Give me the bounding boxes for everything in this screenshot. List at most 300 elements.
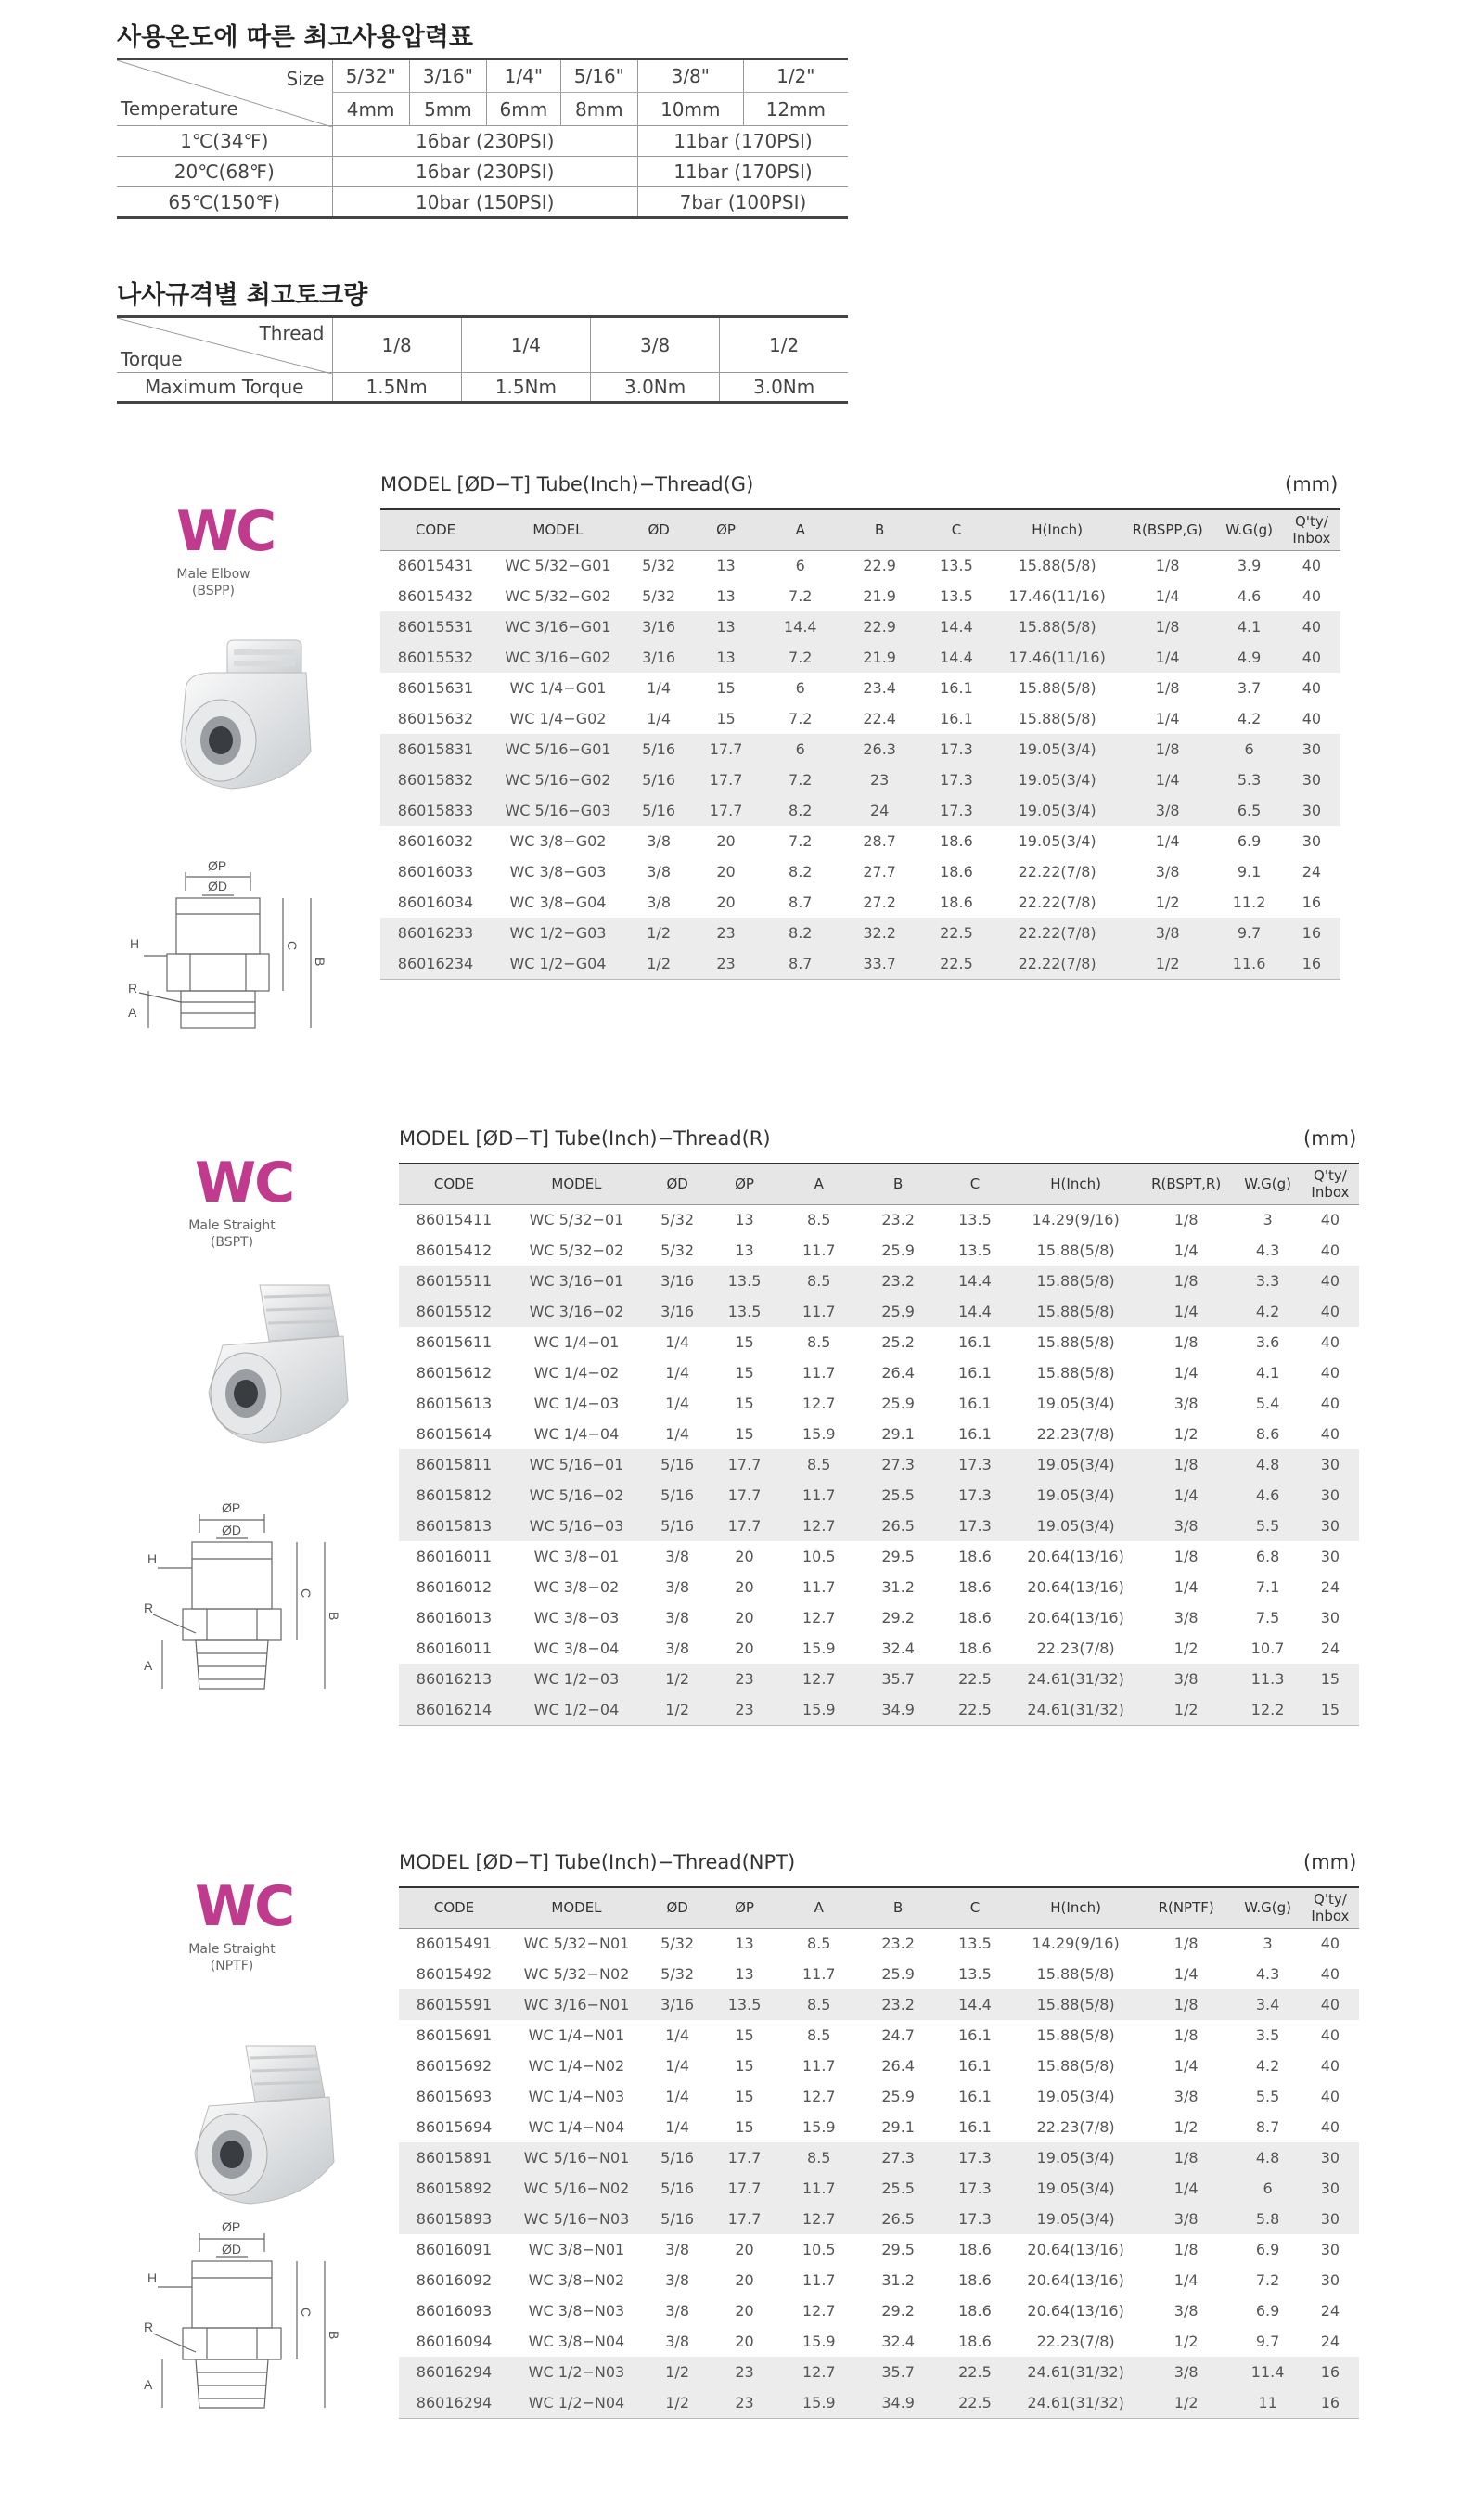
table-row [380, 918, 1340, 948]
table-cell: 24 [1320, 1639, 1340, 1657]
table-cell: 86015832 [380, 765, 491, 795]
table-cell: 12.7 [802, 2088, 836, 2105]
table-cell: 17.7 [692, 734, 759, 765]
table-cell: 86016011 [416, 1548, 493, 1565]
svg-text:C: C [299, 1588, 314, 1599]
table-cell: 18.6 [940, 863, 973, 881]
table-cell: 86016294 [399, 2387, 509, 2418]
table-row [399, 1327, 1359, 1357]
column-header: ØD [625, 509, 692, 550]
table-cell: 40 [1283, 611, 1340, 642]
table-cell: 86015431 [397, 557, 474, 575]
table-cell: 15.9 [802, 1425, 836, 1443]
table-cell: 8.5 [778, 1989, 860, 2020]
table-cell: 26.4 [881, 1364, 915, 1382]
table-cell: 8.5 [778, 2142, 860, 2173]
table-cell: 3/8 [665, 2241, 689, 2258]
pressure-row [117, 187, 848, 218]
table-cell: 6 [795, 557, 805, 575]
table-row [380, 826, 1340, 856]
table-cell: 86015893 [399, 2204, 509, 2234]
table-cell: 1/4 [647, 679, 671, 697]
table-cell: 7.2 [1255, 2271, 1280, 2289]
table-cell: WC 3/8−04 [533, 1639, 620, 1657]
table-cell: 1/8 [1173, 1211, 1199, 1229]
table-cell: 18.6 [940, 832, 973, 850]
table-cell: 1/4 [1155, 710, 1180, 727]
table-cell: 40 [1302, 587, 1322, 605]
table-cell: 19.05(3/4) [994, 734, 1120, 765]
table-cell: 7.2 [789, 587, 813, 605]
table-cell: 3/8 [1173, 2302, 1199, 2320]
table-cell: 11.7 [778, 2173, 860, 2204]
table-cell: 18.6 [958, 1639, 992, 1657]
size-mm: 12mm [743, 93, 848, 126]
table-cell: 3/8 [665, 1639, 689, 1657]
table-cell: 16.1 [958, 1395, 992, 1412]
table-cell: 3/8 [1173, 1395, 1199, 1412]
table-cell: 22.22(7/8) [994, 918, 1120, 948]
table-cell: 29.2 [881, 1609, 915, 1626]
thread-standard: (NPTF) [210, 1959, 254, 1974]
table-cell: 16.1 [958, 1425, 992, 1443]
column-header: R(BSPP,G) [1120, 509, 1216, 550]
torque-table-title: 나사규격별 최고토크량 [117, 281, 368, 310]
table-cell: 1/8 [1138, 1449, 1235, 1480]
table-row [399, 2357, 1359, 2387]
table-cell: 40 [1320, 1364, 1340, 1382]
torque-value: 1.5Nm [332, 373, 461, 403]
table-cell: 23 [711, 2357, 777, 2387]
column-header: R(NPTF) [1138, 1887, 1235, 1928]
table-cell: 5.4 [1255, 1395, 1280, 1412]
table-cell: WC 5/32−G01 [505, 557, 611, 575]
column-header: ØD [644, 1887, 711, 1928]
pressure-row [117, 157, 848, 187]
table-cell: 40 [1320, 1965, 1340, 1983]
table-cell: WC 5/32−N01 [523, 1935, 630, 1953]
table-cell: 22.5 [918, 948, 995, 979]
table-cell: 8.5 [807, 2026, 831, 2044]
table-cell: 40 [1302, 710, 1322, 727]
table-cell: WC 3/8−N03 [528, 2302, 625, 2320]
pressure-value: 11bar (170PSI) [637, 157, 848, 187]
table-cell: 22.23(7/8) [1036, 1425, 1115, 1443]
table-cell: 13 [735, 1211, 754, 1229]
table-cell: 3/16 [644, 1266, 711, 1296]
table-cell: 29.5 [881, 2241, 915, 2258]
table-cell: 15 [735, 2088, 754, 2105]
svg-text:C: C [285, 941, 300, 951]
dimension-drawing [102, 844, 343, 1052]
brand-logo: WC [195, 1151, 294, 1215]
table-row [380, 642, 1340, 673]
table-cell: 86015614 [416, 1425, 493, 1443]
table-cell: 16.1 [958, 1333, 992, 1351]
max-torque-label: Maximum Torque [144, 376, 304, 398]
table-cell: 22.5 [937, 2357, 1014, 2387]
table-cell: 7.2 [760, 642, 841, 673]
table-cell: 11.6 [1215, 948, 1282, 979]
table-cell: 20.64(13/16) [1027, 1609, 1124, 1626]
table-cell: 23 [711, 1664, 777, 1694]
table-cell: 15 [735, 1364, 754, 1382]
table-cell: 1/8 [1155, 557, 1180, 575]
table-cell: 15.9 [802, 1639, 836, 1657]
table-cell: 19.05(3/4) [1013, 2204, 1138, 2234]
table-cell: 86016234 [380, 948, 491, 979]
table-cell: 3 [1263, 1211, 1273, 1229]
table-cell: 7.2 [789, 832, 813, 850]
qty-line2: Inbox [1311, 1908, 1350, 1925]
table-cell: 86015612 [416, 1364, 493, 1382]
spec-table [399, 1886, 1359, 2419]
table-cell: 86015591 [399, 1989, 509, 2020]
table-cell: 12.7 [778, 2357, 860, 2387]
table-cell: 4.3 [1255, 1241, 1280, 1259]
table-cell: 24 [1320, 2302, 1340, 2320]
pressure-row [117, 126, 848, 157]
table-cell: 86015892 [399, 2173, 509, 2204]
table-cell: 6 [1215, 734, 1282, 765]
size-mm: 8mm [560, 93, 637, 126]
table-cell: 1/2 [1138, 1694, 1235, 1725]
table-cell: 19.05(3/4) [994, 795, 1120, 826]
spec-table-title: MODEL [ØD−T] Tube(Inch)−Thread(G) [380, 473, 754, 495]
table-cell: 30 [1320, 1609, 1340, 1626]
table-cell: 30 [1302, 1480, 1359, 1511]
table-cell: 40 [1283, 642, 1340, 673]
table-cell: 22.9 [863, 557, 896, 575]
table-row [399, 1694, 1359, 1725]
size-inch: 5/32" [332, 59, 409, 93]
table-cell: 11.7 [802, 1364, 836, 1382]
column-header: R(BSPT,R) [1138, 1164, 1235, 1204]
fitting-product-image [158, 2032, 353, 2221]
table-cell: 23.2 [881, 1935, 915, 1953]
table-cell: 1/4 [665, 2026, 689, 2044]
table-cell: WC 5/32−G02 [505, 587, 611, 605]
table-cell: WC 1/4−02 [533, 1364, 620, 1382]
table-cell: 3/8 [1120, 918, 1216, 948]
table-cell: 26.5 [860, 1511, 937, 1541]
table-cell: 12.7 [802, 1609, 836, 1626]
table-cell: 22.4 [863, 710, 896, 727]
table-cell: 5/16 [644, 2142, 711, 2173]
table-cell: 20 [735, 2302, 754, 2320]
column-header: CODE [399, 1887, 509, 1928]
table-cell: 1/2 [1173, 1639, 1199, 1657]
table-cell: 32.4 [881, 1639, 915, 1657]
table-cell: 40 [1320, 2057, 1340, 2075]
table-cell: 15.88(5/8) [1013, 1266, 1138, 1296]
table-cell: 27.3 [860, 1449, 937, 1480]
table-cell: 13.5 [940, 587, 973, 605]
table-cell: 15.88(5/8) [1036, 1364, 1115, 1382]
table-cell: 11 [1234, 2387, 1301, 2418]
table-cell: 25.2 [881, 1333, 915, 1351]
table-row [399, 2265, 1359, 2295]
table-cell: 13 [692, 611, 759, 642]
table-cell: 34.9 [860, 1694, 937, 1725]
table-cell: 86016093 [416, 2302, 493, 2320]
table-cell: WC 1/4−N02 [528, 2057, 625, 2075]
table-cell: 8.5 [807, 1333, 831, 1351]
table-cell: 24.61(31/32) [1013, 1664, 1138, 1694]
table-row [399, 1357, 1359, 1388]
table-cell: 5.5 [1255, 2088, 1280, 2105]
table-cell: 1/4 [1155, 832, 1180, 850]
svg-text:ØD: ØD [222, 1523, 241, 1537]
table-cell: WC 1/4−03 [533, 1395, 620, 1412]
column-header: A [778, 1164, 860, 1204]
column-header: CODE [380, 509, 491, 550]
table-cell: 7.5 [1255, 1609, 1280, 1626]
table-cell: 3.9 [1237, 557, 1262, 575]
table-cell: 3 [1263, 1935, 1273, 1953]
table-cell: 22.22(7/8) [1018, 863, 1096, 881]
table-cell: 1/4 [1120, 642, 1216, 673]
table-cell: 17.7 [711, 2204, 777, 2234]
pressure-value: 7bar (100PSI) [637, 187, 848, 218]
table-cell: WC 5/16−G03 [491, 795, 625, 826]
table-row [399, 2387, 1359, 2418]
table-cell: 20.64(13/16) [1027, 1548, 1124, 1565]
table-cell: 16 [1302, 894, 1322, 911]
table-cell: 11.4 [1234, 2357, 1301, 2387]
table-cell: 15.88(5/8) [1036, 1241, 1115, 1259]
table-cell: 1/4 [1138, 2173, 1235, 2204]
table-cell: 5/16 [644, 2173, 711, 2204]
table-cell: WC 3/8−G04 [509, 894, 607, 911]
size-mm: 5mm [409, 93, 486, 126]
table-cell: 3/8 [1138, 1664, 1235, 1694]
table-cell: 86016094 [416, 2333, 493, 2350]
table-cell: 19.05(3/4) [1013, 1449, 1138, 1480]
table-cell: 22.22(7/8) [994, 948, 1120, 979]
table-cell: 4.1 [1215, 611, 1282, 642]
table-cell: 86015833 [380, 795, 491, 826]
table-cell: 20 [716, 863, 736, 881]
table-cell: WC 5/16−N01 [509, 2142, 644, 2173]
table-cell: 24.61(31/32) [1013, 2387, 1138, 2418]
table-cell: 18.6 [958, 1578, 992, 1596]
table-cell: 6 [795, 679, 805, 697]
table-cell: 17.3 [937, 1480, 1014, 1511]
qty-line2: Inbox [1292, 530, 1331, 547]
table-cell: 8.5 [778, 1266, 860, 1296]
table-cell: WC 3/16−N01 [509, 1989, 644, 2020]
table-cell: 19.05(3/4) [1013, 1511, 1138, 1541]
column-header: H(Inch) [1013, 1887, 1138, 1928]
table-cell: 86015412 [416, 1241, 493, 1259]
table-cell: 40 [1302, 557, 1322, 575]
spec-table-title: MODEL [ØD−T] Tube(Inch)−Thread(NPT) [399, 1851, 796, 1873]
spec-table [399, 1163, 1359, 1726]
column-header: B [841, 509, 918, 550]
table-cell: 4.6 [1234, 1480, 1301, 1511]
table-cell: 5/16 [625, 795, 692, 826]
table-cell: 1/4 [647, 710, 671, 727]
table-cell: WC 3/8−N01 [528, 2241, 625, 2258]
table-cell: 1/4 [665, 1425, 689, 1443]
table-cell: 5/16 [644, 2204, 711, 2234]
pressure-corner-cell [117, 59, 332, 126]
table-cell: 32.4 [881, 2333, 915, 2350]
table-cell: 15.88(5/8) [1018, 679, 1096, 697]
table-cell: 1/4 [1173, 1364, 1199, 1382]
column-header: B [860, 1164, 937, 1204]
table-cell: 18.6 [958, 1548, 992, 1565]
torque-value: 1.5Nm [461, 373, 590, 403]
table-cell: 15.9 [778, 1694, 860, 1725]
table-cell: 86015631 [397, 679, 474, 697]
table-cell: 1/8 [1120, 611, 1216, 642]
thread-standard: (BSPP) [191, 584, 236, 598]
dimension-drawing [135, 1494, 357, 1711]
table-cell: 17.7 [711, 1449, 777, 1480]
table-cell: 86015693 [416, 2088, 493, 2105]
svg-text:H: H [147, 2270, 158, 2285]
table-cell: 1/8 [1173, 2026, 1199, 2044]
table-cell: 86015531 [380, 611, 491, 642]
table-cell: 86015811 [399, 1449, 509, 1480]
table-cell: 15.88(5/8) [1013, 1989, 1138, 2020]
table-cell: WC 1/2−N03 [509, 2357, 644, 2387]
table-cell: 12.7 [802, 1395, 836, 1412]
column-header: ØP [692, 509, 759, 550]
table-cell: 40 [1302, 1989, 1359, 2020]
table-cell: 3/8 [647, 894, 671, 911]
table-cell: 8.6 [1255, 1425, 1280, 1443]
table-cell: 1/8 [1173, 1548, 1199, 1565]
table-cell: 86015492 [416, 1965, 493, 1983]
table-cell: 1/4 [1138, 1296, 1235, 1327]
torque-label: Torque [121, 348, 183, 370]
table-cell: 23.4 [863, 679, 896, 697]
table-cell: 17.7 [711, 2173, 777, 2204]
table-cell: 1/4 [1138, 1480, 1235, 1511]
column-header: C [937, 1164, 1014, 1204]
table-cell: 86015432 [397, 587, 474, 605]
unit-label: (mm) [1303, 1851, 1357, 1873]
thread-label: Thread [259, 322, 325, 344]
svg-text:C: C [299, 2308, 314, 2318]
size-label: Size [286, 68, 325, 90]
table-cell: 1/8 [1138, 1989, 1235, 2020]
torque-value: 3.0Nm [720, 373, 848, 403]
table-cell: 18.6 [940, 894, 973, 911]
table-cell: 15.88(5/8) [1036, 1965, 1115, 1983]
table-cell: 15.88(5/8) [1018, 557, 1096, 575]
table-cell: 35.7 [860, 2357, 937, 2387]
table-cell: 12.7 [778, 1664, 860, 1694]
table-cell: 15 [735, 1425, 754, 1443]
table-cell: 16 [1302, 2357, 1359, 2387]
table-cell: 4.9 [1215, 642, 1282, 673]
table-cell: 24.61(31/32) [1013, 2357, 1138, 2387]
table-cell: 17.3 [918, 795, 995, 826]
table-cell: 8.5 [778, 1449, 860, 1480]
dimension-drawing [135, 2213, 357, 2430]
table-cell: 1/2 [625, 918, 692, 948]
table-cell: 5.3 [1215, 765, 1282, 795]
table-cell: WC 5/16−01 [509, 1449, 644, 1480]
table-cell: 17.3 [937, 2142, 1014, 2173]
temperature-label: Temperature [121, 97, 238, 120]
table-row [399, 1511, 1359, 1541]
table-cell: 14.4 [937, 1989, 1014, 2020]
table-cell: 5.8 [1234, 2204, 1301, 2234]
table-cell: WC 3/8−N04 [528, 2333, 625, 2350]
table-cell: 1/8 [1173, 1333, 1199, 1351]
product-type: Male Elbow [176, 567, 250, 582]
table-row [399, 1572, 1359, 1602]
table-cell: 86015692 [416, 2057, 493, 2075]
size-inch: 3/16" [409, 59, 486, 93]
table-cell: 32.2 [841, 918, 918, 948]
table-row [399, 2326, 1359, 2357]
table-cell: 5.5 [1234, 1511, 1301, 1541]
table-cell: 22.5 [937, 2387, 1014, 2418]
table-cell: 17.3 [937, 2204, 1014, 2234]
table-cell: 13.5 [711, 1989, 777, 2020]
table-row [399, 1235, 1359, 1266]
table-cell: 4.6 [1237, 587, 1262, 605]
table-cell: 10.7 [1250, 1639, 1285, 1657]
table-cell: WC 5/32−02 [529, 1241, 624, 1259]
temperature: 1℃(34℉) [117, 126, 332, 157]
table-cell: 23 [692, 918, 759, 948]
table-cell: 13.5 [711, 1266, 777, 1296]
table-cell: 29.2 [881, 2302, 915, 2320]
table-cell: 17.7 [692, 795, 759, 826]
table-cell: WC 1/2−04 [509, 1694, 644, 1725]
product-type: Male Straight [188, 1942, 276, 1957]
size-inch: 3/8" [637, 59, 743, 93]
table-cell: 40 [1320, 2026, 1340, 2044]
table-cell: 1/4 [665, 2118, 689, 2136]
table-cell: 15.88(5/8) [1036, 2057, 1115, 2075]
table-cell: 16.1 [958, 2026, 992, 2044]
table-cell: 13.5 [958, 1935, 992, 1953]
table-cell: 86016032 [397, 832, 474, 850]
table-cell: 1/4 [1120, 765, 1216, 795]
table-cell: 13 [735, 1935, 754, 1953]
table-cell: 5/32 [660, 1241, 695, 1259]
table-cell: 8.7 [789, 894, 813, 911]
table-cell: WC 5/16−02 [509, 1480, 644, 1511]
pressure-table [117, 58, 848, 219]
table-cell: 86015411 [416, 1211, 493, 1229]
table-cell: 16.1 [940, 710, 973, 727]
pressure-table-title: 사용온도에 따른 최고사용압력표 [117, 23, 473, 52]
table-cell: 4.2 [1237, 710, 1262, 727]
table-cell: 30 [1320, 1548, 1340, 1565]
svg-text:ØP: ØP [222, 2219, 241, 2234]
table-cell: 1/4 [1173, 2057, 1199, 2075]
table-cell: 15 [735, 1333, 754, 1351]
table-cell: 6.8 [1255, 1548, 1280, 1565]
table-cell: 17.7 [711, 1511, 777, 1541]
table-cell: 86015611 [416, 1333, 493, 1351]
thread-size: 1/8 [332, 317, 461, 373]
table-cell: WC 5/16−G02 [491, 765, 625, 795]
table-cell: 15.88(5/8) [1013, 1296, 1138, 1327]
table-cell: WC 1/2−G03 [491, 918, 625, 948]
table-row [399, 2204, 1359, 2234]
table-cell: 40 [1320, 2118, 1340, 2136]
